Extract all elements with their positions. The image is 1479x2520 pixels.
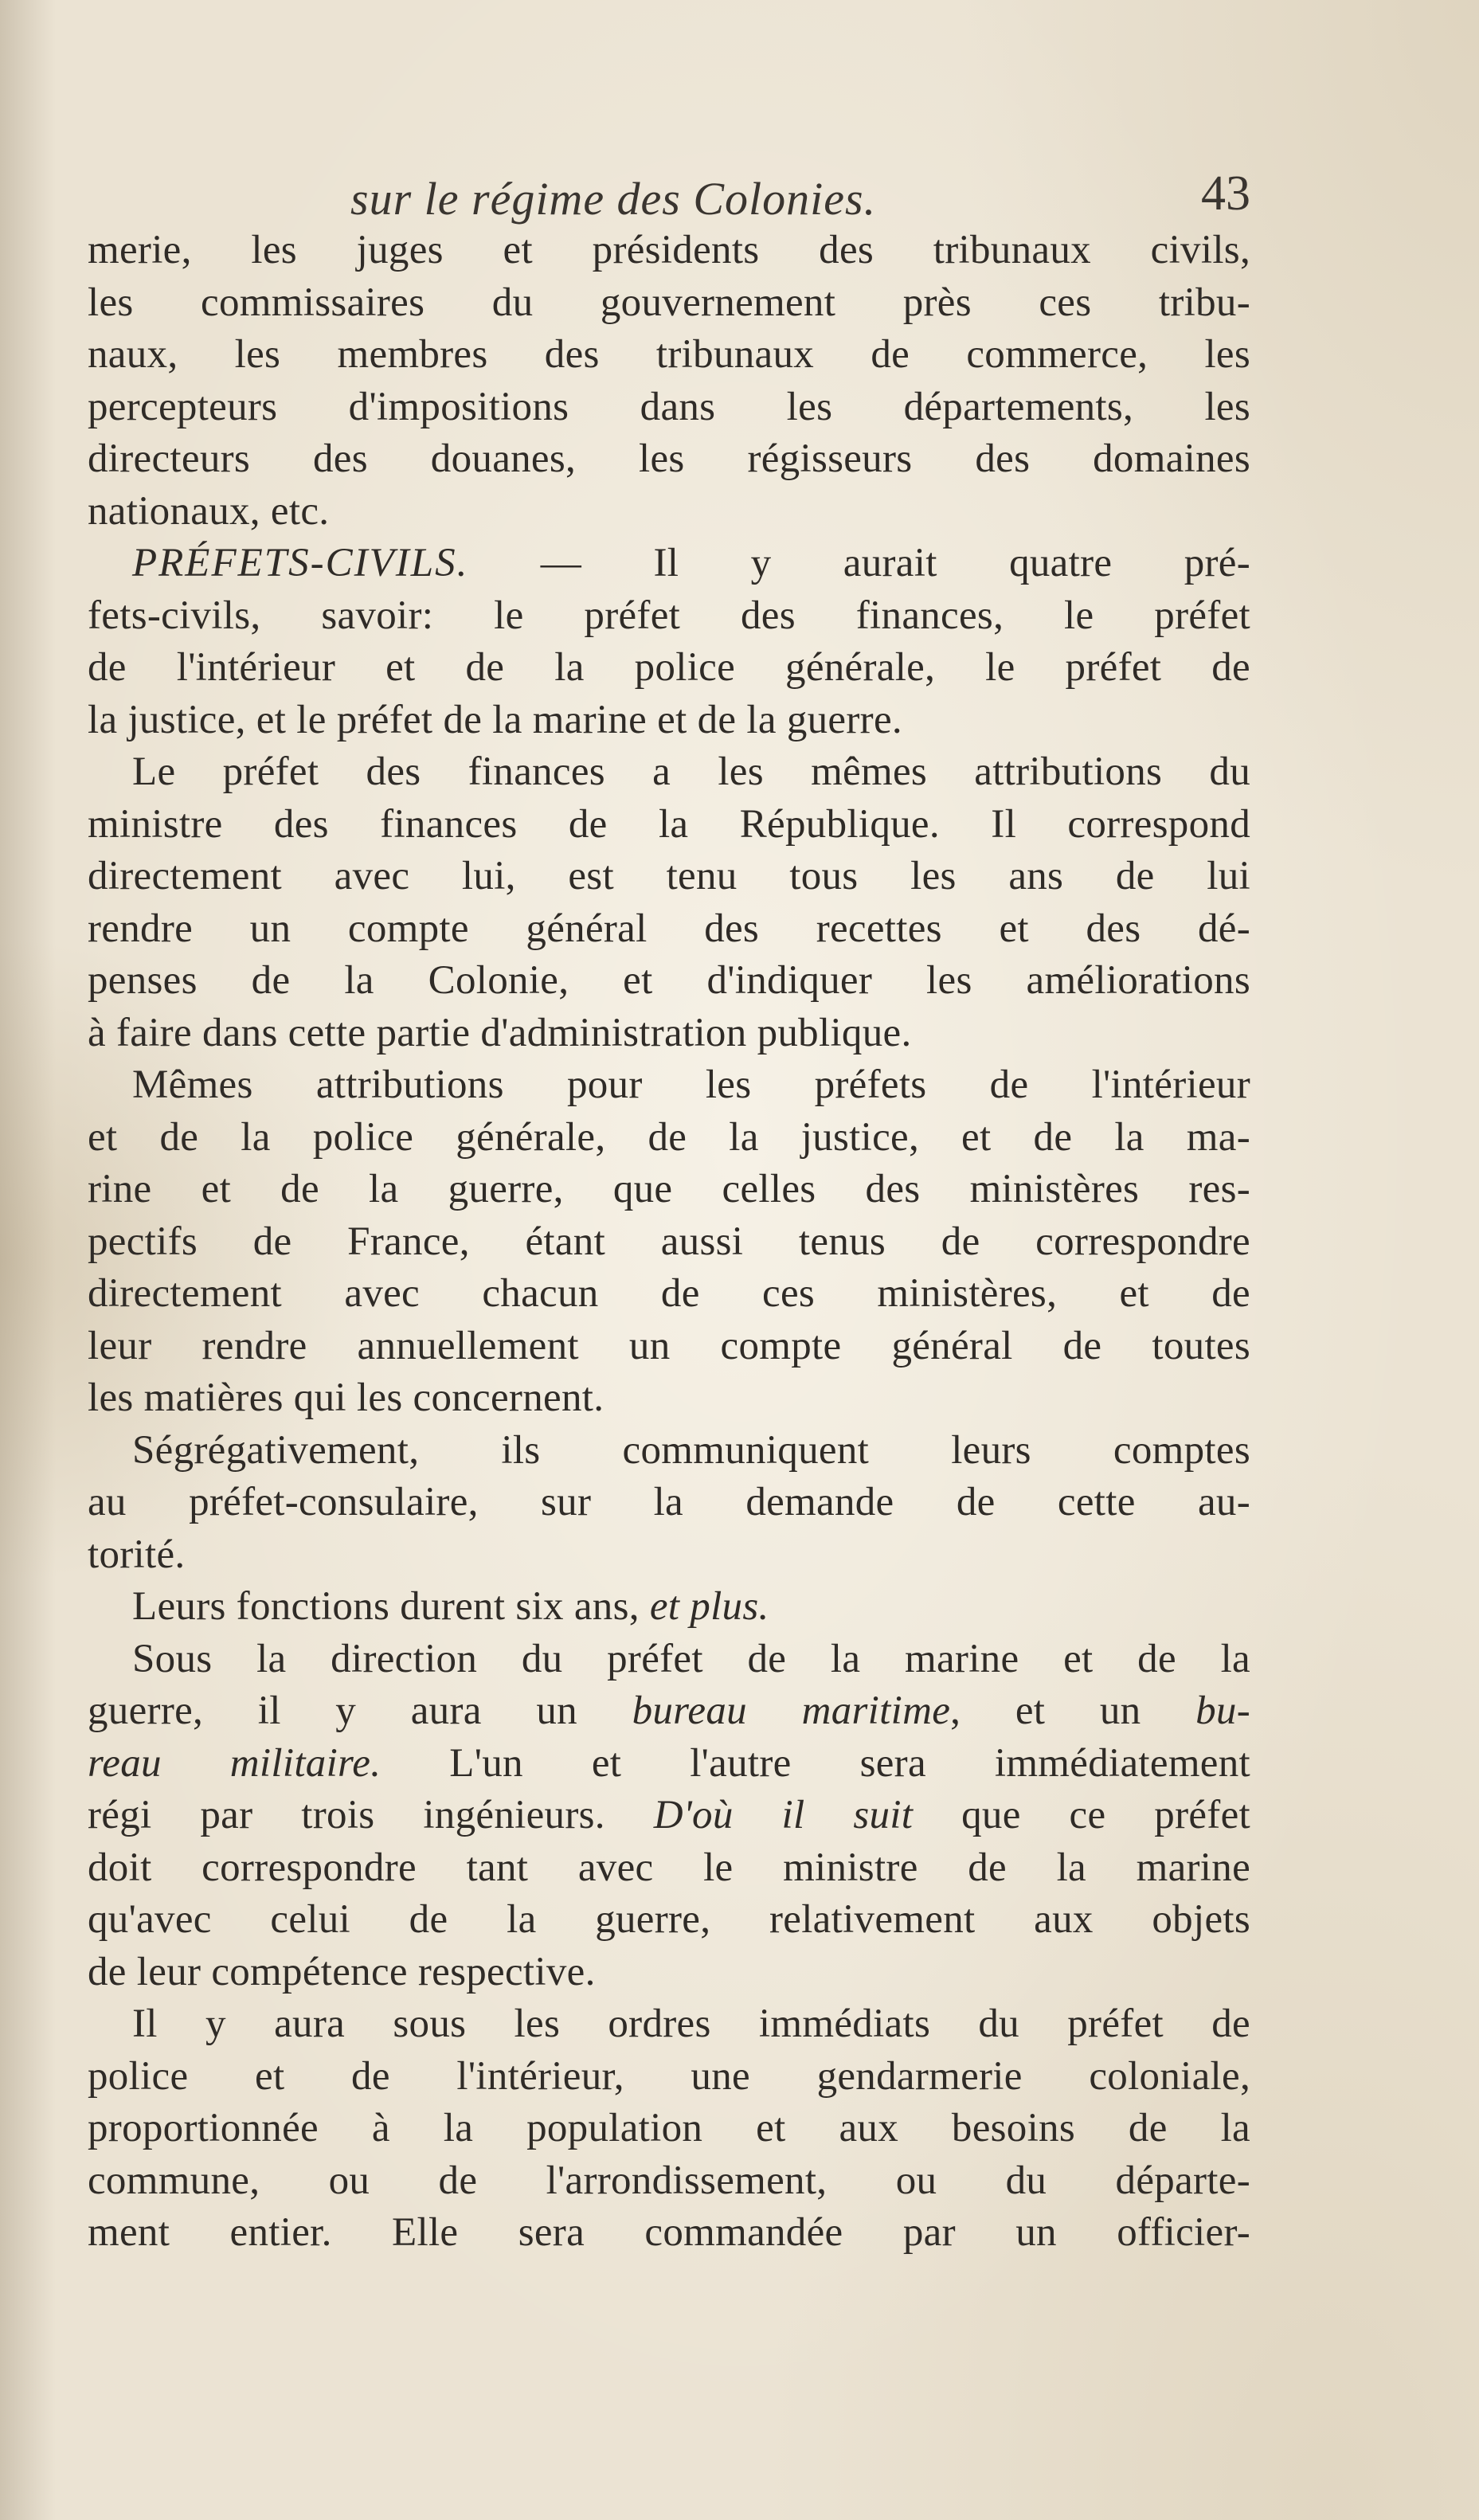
- text-line: ministre des finances de la République. Il correspond: [88, 801, 1250, 847]
- text-span: Leurs fonctions durent six ans,: [132, 1584, 650, 1629]
- text-line: directement avec chacun de ces ministères, et de: [88, 1271, 1250, 1316]
- text-span: guerre, il y aura un: [88, 1688, 632, 1733]
- text-line: [88, 1790, 1250, 1842]
- text-line: et de la police générale, de la justice, et de la ma-: [88, 1114, 1250, 1160]
- text-line: au préfet-consulaire, sur la demande de cette au-: [88, 1480, 1250, 1524]
- text-line: merie, les juges et présidents des tribunaux civils,: [88, 228, 1250, 272]
- text-line: Il y aura sous les ordres immédiats du préfet de: [132, 2002, 1250, 2046]
- text-line: naux, les membres des tribunaux de commerce, les: [88, 332, 1250, 377]
- text-line: qu'avec celui de la guerre, relativement aux objets: [88, 1897, 1250, 1942]
- text-block: [88, 225, 1250, 2260]
- text-span: régi par trois ingénieurs.: [88, 1793, 654, 1837]
- text-line: [88, 538, 1250, 590]
- text-line: doit correspondre tant avec le ministre de la marine: [88, 1845, 1250, 1890]
- running-title: sur le régime des Colonies.: [350, 173, 877, 225]
- text-line: à faire dans cette partie d'administration publique.: [88, 1010, 912, 1055]
- text-line: les matières qui les concernent.: [88, 1375, 605, 1420]
- text-line: de leur compétence respective.: [88, 1949, 596, 1994]
- text-line: la justice, et le préfet de la marine et de la guerre.: [88, 697, 902, 742]
- text-line: ment entier. Elle sera commandée par un officier-: [88, 2210, 1250, 2255]
- running-head: [96, 166, 1258, 229]
- text-line: rendre un compte général des recettes et des dé-: [88, 906, 1250, 951]
- text-line: nationaux, etc.: [88, 488, 330, 534]
- section-heading: PRÉFETS-CIVILS.: [132, 541, 469, 585]
- text-line: Mêmes attributions pour les préfets de l'intérieur: [132, 1062, 1250, 1107]
- text-line: Ségrégativement, ils communiquent leurs comptes: [132, 1427, 1250, 1473]
- italic-span: D'où il suit: [653, 1793, 914, 1837]
- text-line: Sous la direction du préfet de la marine et de la: [132, 1636, 1250, 1681]
- italic-span: et plus.: [649, 1584, 769, 1629]
- text-line: rine et de la guerre, que celles des ministères res-: [88, 1167, 1250, 1211]
- text-line: proportionnée à la population et aux besoins de la: [88, 2106, 1250, 2150]
- text-line: Le préfet des finances a les mêmes attributions du: [132, 749, 1250, 794]
- text-line: percepteurs d'impositions dans les départements, les: [88, 384, 1250, 429]
- page-number: 43: [1201, 166, 1250, 221]
- text-line: commune, ou de l'arrondissement, ou du départe-: [88, 2158, 1250, 2203]
- text-line: directeurs des douanes, les régisseurs des domaines: [88, 436, 1250, 481]
- italic-span: bureau maritime: [632, 1688, 951, 1733]
- text-line: [88, 1738, 1250, 1790]
- text-line: [88, 1685, 1250, 1738]
- italic-span: reau militaire.: [88, 1740, 381, 1786]
- text-line: fets-civils, savoir: le préfet des finances, le préfet: [88, 593, 1250, 638]
- text-span: L'un et l'autre sera immédiatement: [381, 1740, 1250, 1786]
- text-line: police et de l'intérieur, une gendarmerie coloniale,: [88, 2053, 1250, 2099]
- italic-span: bu-: [1195, 1688, 1250, 1733]
- text-span: — Il y aurait quatre pré-: [468, 541, 1250, 585]
- text-span: , et un: [950, 1688, 1196, 1733]
- text-line: pectifs de France, étant aussi tenus de correspondre: [88, 1219, 1250, 1264]
- text-line: penses de la Colonie, et d'indiquer les améliorations: [88, 958, 1250, 1003]
- text-line: directement avec lui, est tenu tous les ans de lui: [88, 854, 1250, 898]
- text-line: de l'intérieur et de la police générale, le préfet de: [88, 645, 1250, 690]
- binding-shadow: [0, 0, 56, 2520]
- text-line: les commissaires du gouvernement près ces tribu-: [88, 280, 1250, 325]
- text-span: que ce préfet: [913, 1793, 1250, 1837]
- text-line: [88, 1581, 1250, 1634]
- text-line: torité.: [88, 1532, 186, 1577]
- text-line: leur rendre annuellement un compte général de toutes: [88, 1323, 1250, 1368]
